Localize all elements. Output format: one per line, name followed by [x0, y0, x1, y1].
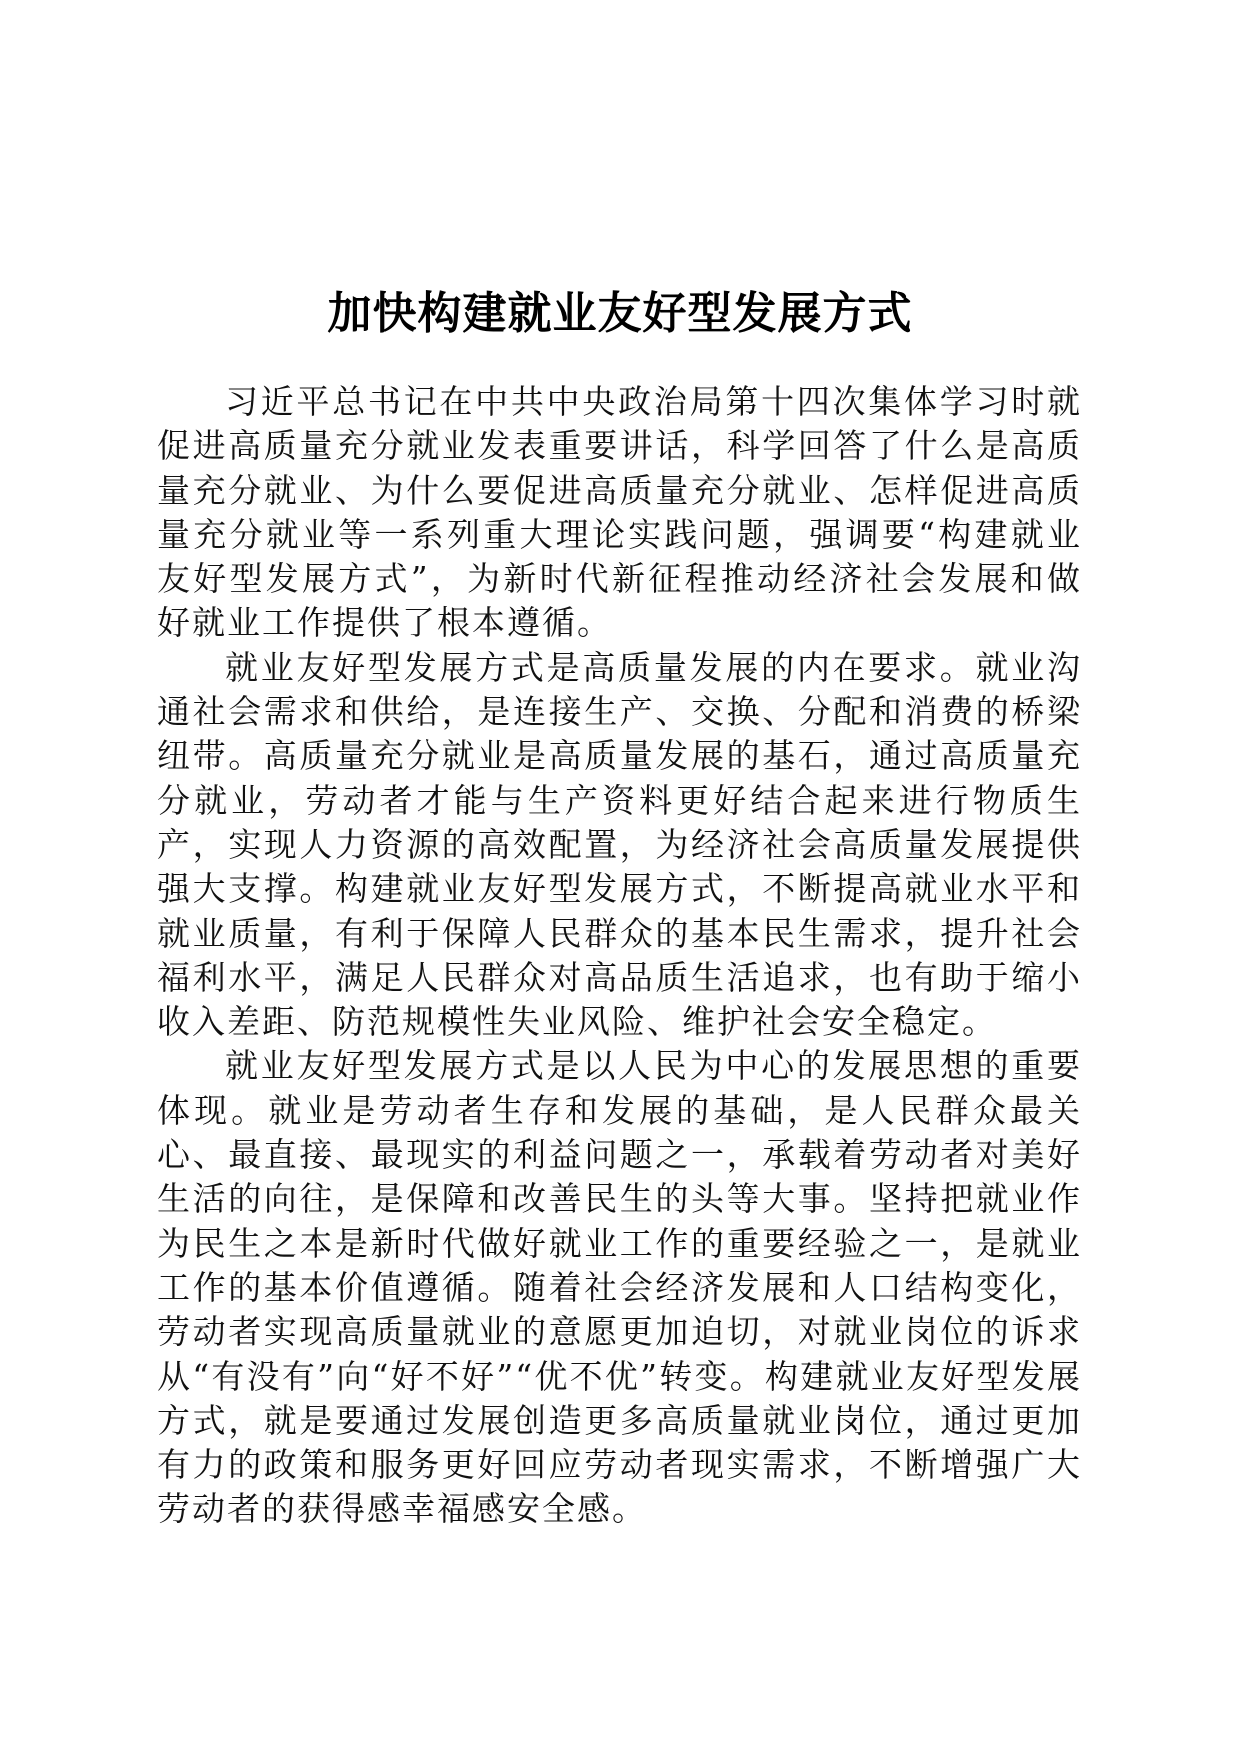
paragraph-2: 就业友好型发展方式是高质量发展的内在要求。就业沟通社会需求和供给，是连接生产、交换、分配和消费的桥梁纽带。高质量充分就业是高质量发展的基石，通过高质量充分就业，劳动者才能与生产资料更好结合起来进行物质生产，实现人力资源的高效配置，为经济社会高质量发展提供强大支撑。构建就业友好型发展方式，不断提高就业水平和就业质量，有利于保障人民群众的基本民生需求，提升社会福利水平，满足人民群众对高品质生活追求，也有助于缩小收入差距、防范规模性失业风险、维护社会安全稳定。: [157, 647, 1082, 1042]
document-title: 加快构建就业友好型发展方式: [327, 288, 913, 340]
paragraph-1: 习近平总书记在中共中央政治局第十四次集体学习时就促进高质量充分就业发表重要讲话，科学回答了什么是高质量充分就业、为什么要促进高质量充分就业、怎样促进高质量充分就业等一系列重大理论实践问题，强调要“构建就业友好型发展方式”，为新时代新征程推动经济社会发展和做好就业工作提供了根本遵循。: [157, 382, 1082, 643]
document-body: [157, 380, 1082, 1532]
paragraph-3: 就业友好型发展方式是以人民为中心的发展思想的重要体现。就业是劳动者生存和发展的基础，是人民群众最关心、最直接、最现实的利益问题之一，承载着劳动者对美好生活的向往，是保障和改善民生的头等大事。坚持把就业作为民生之本是新时代做好就业工作的重要经验之一，是就业工作的基本价值遵循。随着社会经济发展和人口结构变化，劳动者实现高质量就业的意愿更加迫切，对就业岗位的诉求从“有没有”向“好不好”“优不优”转变。构建就业友好型发展方式，就是要通过发展创造更多高质量就业岗位，通过更加有力的政策和服务更好回应劳动者现实需求，不断增强广大劳动者的获得感幸福感安全感。: [157, 1046, 1082, 1529]
